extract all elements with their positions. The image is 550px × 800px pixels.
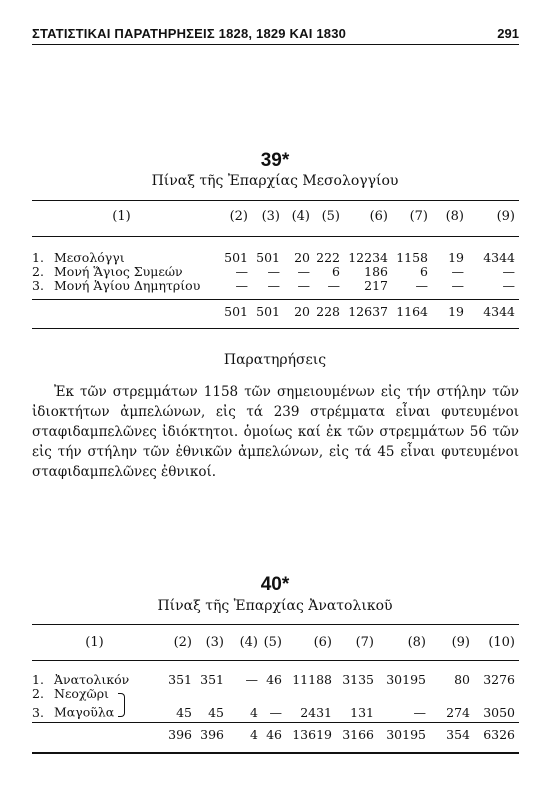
totals-label (32, 305, 214, 319)
table-cell: 80 (454, 672, 470, 687)
table-cell: 6 (332, 264, 340, 279)
column-header: (10) (488, 635, 515, 650)
row-name: Μονή Ἅγιος Συμεών (54, 264, 183, 279)
table-cell: 30195 (386, 672, 426, 687)
table-cell (286, 687, 336, 701)
total-cell: 3166 (342, 727, 374, 742)
table-cell: 131 (350, 705, 374, 720)
table-cell (228, 687, 262, 701)
table-cell: — (267, 264, 280, 279)
table-cell (378, 687, 430, 701)
table40-header-rule (32, 660, 519, 661)
table39-title: Πίναξ τῆς Ἐπαρχίας Μεσολογγίου (151, 173, 399, 189)
table-cell: — (235, 264, 248, 279)
table-cell: 2431 (300, 705, 332, 720)
table-row (32, 251, 519, 265)
table-cell: 19 (448, 250, 464, 265)
table40-totals (32, 728, 519, 742)
table-cell (262, 687, 286, 701)
table39-header-rule (32, 236, 519, 237)
table-cell: 3276 (483, 672, 515, 687)
table-cell: 501 (256, 250, 280, 265)
row-index: 2. (32, 264, 44, 279)
running-title: ΣΤΑΤΙΣΤΙΚΑΙ ΠΑΡΑΤΗΡΗΣΕΙΣ 1828, 1829 ΚΑΙ 1830 (32, 26, 347, 41)
total-cell: 19 (448, 304, 464, 319)
total-cell: 501 (256, 304, 280, 319)
table39-totals (32, 305, 519, 319)
table-cell: 3135 (342, 672, 374, 687)
row-index: 2. (32, 686, 44, 701)
table-cell: 186 (364, 264, 388, 279)
column-header: (7) (355, 635, 374, 650)
table40-number: 40* (260, 574, 290, 595)
table40-header (32, 634, 519, 651)
column-header: (2) (173, 635, 192, 650)
table40-total-rule (32, 722, 519, 723)
table39-body (32, 251, 519, 293)
table39-number: 39* (260, 150, 290, 171)
table39-total-rule (32, 299, 519, 300)
column-header: (5) (321, 209, 340, 224)
table-cell: 351 (200, 672, 224, 687)
row-label (32, 265, 214, 279)
grouping-brace (118, 693, 125, 717)
table-cell: — (502, 264, 515, 279)
observations-paragraph: Ἐκ τῶν στρεμμάτων 1158 τῶν σημειουμένων εἰς τήν στήλην τῶν ἰδιοκτήτων ἀμπελώνων, εἰς τά 239 στρέμματα εἶναι φυτευμένοι σταφιδαμπελῶνες ἰδιόκτητοι. ὁμοίως καί ἐκ τῶν στρεμμάτων 56 τῶν εἰς τήν στήλην τῶν ἐθνικῶν ἀμπελώνων, εἰς τά 45 εἶναι φυτευμένοι σταφιδαμπελῶνες ἐθνικοί. (32, 384, 519, 480)
column-header: (6) (369, 209, 388, 224)
table-cell (196, 687, 228, 701)
row-name: Ἀνατολικόν (54, 672, 130, 687)
row-label (32, 251, 214, 265)
table-cell: 274 (446, 705, 470, 720)
table-cell: — (297, 278, 310, 293)
table-cell: — (297, 264, 310, 279)
table40-title: Πίναξ τῆς Ἐπαρχίας Ἀνατολικοῦ (157, 598, 393, 614)
table-cell: 20 (294, 250, 310, 265)
table-cell: — (451, 278, 464, 293)
row-index: 1. (32, 250, 44, 265)
total-cell: 1164 (396, 304, 428, 319)
total-cell: 396 (200, 727, 224, 742)
column-header: (3) (261, 209, 280, 224)
column-header: (8) (407, 635, 426, 650)
column-header: (6) (313, 635, 332, 650)
column-header: (5) (263, 635, 282, 650)
table-cell: 4 (250, 705, 258, 720)
column-header: (4) (291, 209, 310, 224)
table-cell: 11188 (292, 672, 332, 687)
row-label (32, 687, 160, 701)
column-header: (4) (239, 635, 258, 650)
column-header: (9) (496, 209, 515, 224)
table-row (32, 687, 519, 701)
table-cell: 6 (420, 264, 428, 279)
table-cell: 501 (224, 250, 248, 265)
observations-text (32, 382, 519, 482)
table-cell (474, 687, 519, 701)
row-index: 3. (32, 704, 44, 720)
table-cell: — (413, 705, 426, 720)
table-row (32, 673, 519, 687)
table-row (32, 265, 519, 279)
table39-top-rule (32, 200, 519, 201)
row-name: Νεοχῶρι (54, 686, 109, 701)
total-cell: 4344 (483, 304, 515, 319)
total-cell: 354 (446, 727, 470, 742)
total-cell: 501 (224, 304, 248, 319)
page-header (32, 26, 519, 46)
table-cell: 3050 (483, 705, 515, 720)
table-row (32, 279, 519, 293)
table-cell (160, 687, 196, 701)
table-cell: — (269, 705, 282, 720)
total-cell: 6326 (483, 727, 515, 742)
total-cell: 12637 (348, 304, 388, 319)
table-cell: — (245, 672, 258, 687)
totals-label (32, 728, 160, 742)
table-cell: 351 (168, 672, 192, 687)
table-cell: — (267, 278, 280, 293)
table-cell: — (235, 278, 248, 293)
table-cell: 217 (364, 278, 388, 293)
row-name: Μαγοῦλα (54, 704, 115, 720)
column-header: (2) (229, 209, 248, 224)
table-cell: — (502, 278, 515, 293)
row-name: Μονή Ἁγίου Δημητρίου (54, 278, 201, 293)
table39-bottom-rule (32, 328, 519, 329)
observations-heading: Παρατηρήσεις (223, 352, 327, 368)
table-cell: 12234 (348, 250, 388, 265)
table-cell: 222 (316, 250, 340, 265)
row-label (32, 279, 214, 293)
column-header: (1) (85, 635, 104, 650)
total-cell: 228 (316, 304, 340, 319)
table39-header (32, 208, 519, 225)
table-cell: — (327, 278, 340, 293)
column-header: (9) (451, 635, 470, 650)
table-cell: 45 (208, 705, 224, 720)
column-header: (3) (205, 635, 224, 650)
column-header: (8) (445, 209, 464, 224)
total-cell: 4 (250, 727, 258, 742)
total-cell: 30195 (386, 727, 426, 742)
total-cell: 46 (266, 727, 282, 742)
row-label (32, 673, 160, 687)
header-rule (32, 44, 519, 45)
table-cell: 4344 (483, 250, 515, 265)
table-cell (336, 687, 378, 701)
table-cell: — (451, 264, 464, 279)
row-index: 1. (32, 672, 44, 687)
total-cell: 396 (168, 727, 192, 742)
row-index: 3. (32, 278, 44, 293)
column-header: (7) (409, 209, 428, 224)
total-cell: 13619 (292, 727, 332, 742)
table40-bottom-rule (32, 752, 519, 754)
table-cell: 45 (176, 705, 192, 720)
total-cell: 20 (294, 304, 310, 319)
table-cell: 46 (266, 672, 282, 687)
table40-body (32, 673, 519, 725)
page-number: 291 (497, 26, 519, 41)
table40-top-rule (32, 624, 519, 625)
column-header: (1) (112, 209, 131, 224)
row-name: Μεσολόγγι (54, 250, 125, 265)
table-cell: 1158 (396, 250, 428, 265)
table-cell (430, 687, 474, 701)
table-cell: — (415, 278, 428, 293)
